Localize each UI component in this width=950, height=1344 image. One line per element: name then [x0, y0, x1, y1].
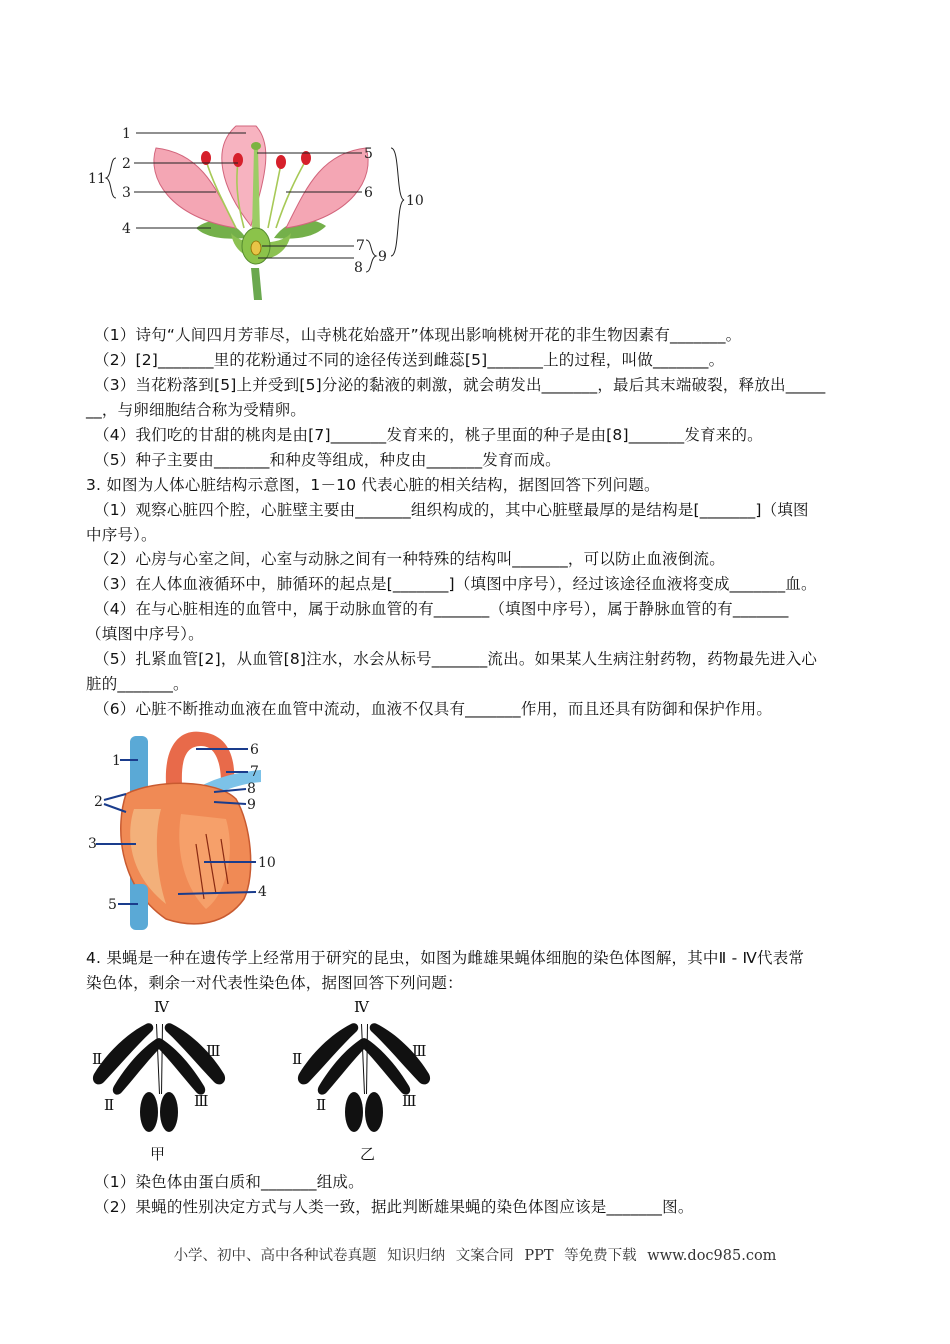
q2-sub3: （3）当花粉落到[5]上并受到[5]分泌的黏液的刺激，就会萌发出_______，最后其末端破裂，释放出_____	[94, 376, 826, 394]
flower-label-2: 2	[122, 156, 131, 172]
flower-label-8: 8	[354, 260, 363, 276]
flower-label-11: 11	[88, 171, 106, 187]
q3-sub6: （6）心脏不断推动血液在血管中流动，血液不仅具有_______作用，而且还具有防御和保护作用。	[94, 700, 773, 718]
q2-sub2: （2）[2]_______里的花粉通过不同的途径传送到雌蕊[5]_______上的过程，叫做_______。	[94, 351, 725, 369]
right-caption: 乙	[360, 1145, 376, 1163]
q3-sub4: （4）在与心脏相连的血管中，属于动脉血管的有_______（填图中序号），属于静脉血管的有_______	[94, 600, 789, 618]
heart-label-9: 9	[247, 797, 256, 813]
flower-label-3: 3	[122, 185, 131, 201]
left-label-III-bottom: Ⅲ	[194, 1092, 209, 1110]
heart-label-7: 7	[250, 764, 259, 780]
q4-stem-cont: 染色体，剩余一对代表性染色体，据图回答下列问题：	[86, 974, 463, 992]
q3-sub4-cont: （填图中序号）。	[86, 625, 204, 643]
flower-label-5: 5	[364, 146, 373, 162]
heart-diagram	[86, 724, 286, 930]
q3-sub5: （5）扎紧血管[2]，从血管[8]注水，水会从标号_______流出。如果某人生病注射药物，药物最先进入心	[94, 650, 818, 668]
flower-label-4: 4	[122, 221, 131, 237]
flower-label-6: 6	[364, 185, 373, 201]
heart-label-8: 8	[247, 781, 256, 797]
left-label-II-bottom: Ⅱ	[104, 1096, 115, 1114]
heart-label-5: 5	[108, 897, 117, 913]
heart-label-4: 4	[258, 884, 267, 900]
left-label-III-top: Ⅲ	[206, 1042, 221, 1060]
q3-sub5-cont: 脏的_______。	[86, 675, 189, 693]
heart-label-2: 2	[94, 794, 103, 810]
flower-label-9: 9	[378, 249, 387, 265]
q3-stem: 3. 如图为人体心脏结构示意图，1－10 代表心脏的相关结构，据图回答下列问题。	[86, 476, 660, 494]
left-caption: 甲	[150, 1145, 166, 1163]
chromosome-diagram	[86, 994, 446, 1166]
right-label-III-bottom: Ⅲ	[402, 1092, 417, 1110]
heart-label-3: 3	[88, 836, 97, 852]
q3-sub3: （3）在人体血液循环中，肺循环的起点是[_______]（填图中序号），经过该途径血液将变成_______血。	[94, 575, 817, 593]
right-label-II-bottom: Ⅱ	[316, 1096, 327, 1114]
left-label-IV: Ⅳ	[154, 998, 169, 1016]
q2-sub3-cont: __，与卵细胞结合称为受精卵。	[86, 401, 307, 419]
page-footer: 小学、初中、高中各种试卷真题 知识归纳 文案合同 PPT 等免费下载 www.doc985.com	[173, 1248, 777, 1264]
flower-illustration	[86, 118, 436, 300]
q2-sub4: （4）我们吃的甘甜的桃肉是由[7]_______发育来的，桃子里面的种子是由[8]_______发育来的。	[94, 426, 763, 444]
right-label-II-top: Ⅱ	[292, 1050, 303, 1068]
right-label-III-top: Ⅲ	[412, 1042, 427, 1060]
q4-sub2: （2）果蝇的性别决定方式与人类一致，据此判断雄果蝇的染色体图应该是_______图。	[94, 1198, 694, 1216]
q2-sub5: （5）种子主要由_______和种皮等组成，种皮由_______发育而成。	[94, 451, 561, 469]
q3-sub1: （1）观察心脏四个腔，心脏壁主要由_______组织构成的，其中心脏壁最厚的是结构是[_______]（填图	[94, 501, 809, 519]
flower-label-7: 7	[356, 238, 365, 254]
q2-sub1: （1）诗句“人间四月芳菲尽，山寺桃花始盛开”体现出影响桃树开花的非生物因素有_______。	[94, 326, 742, 344]
karyotype-left	[93, 1023, 225, 1132]
chromosome-illustration	[86, 994, 446, 1166]
heart-label-1: 1	[112, 753, 121, 769]
q4-sub1: （1）染色体由蛋白质和_______组成。	[94, 1173, 364, 1191]
karyotype-right	[298, 1023, 430, 1132]
q4-stem: 4. 果蝇是一种在遗传学上经常用于研究的昆虫，如图为雌雄果蝇体细胞的染色体图解，其中Ⅱ - Ⅳ代表常	[86, 949, 805, 967]
heart-illustration	[86, 724, 286, 930]
flower-diagram	[86, 118, 436, 300]
q3-sub2: （2）心房与心室之间，心室与动脉之间有一种特殊的结构叫_______，可以防止血液倒流。	[94, 550, 725, 568]
flower-label-10: 10	[406, 193, 424, 209]
heart-label-6: 6	[250, 742, 259, 758]
flower-label-1: 1	[122, 126, 131, 142]
right-label-IV: Ⅳ	[354, 998, 369, 1016]
heart-label-10: 10	[258, 855, 276, 871]
q3-sub1-cont: 中序号）。	[86, 526, 157, 544]
left-label-II-top: Ⅱ	[92, 1050, 103, 1068]
